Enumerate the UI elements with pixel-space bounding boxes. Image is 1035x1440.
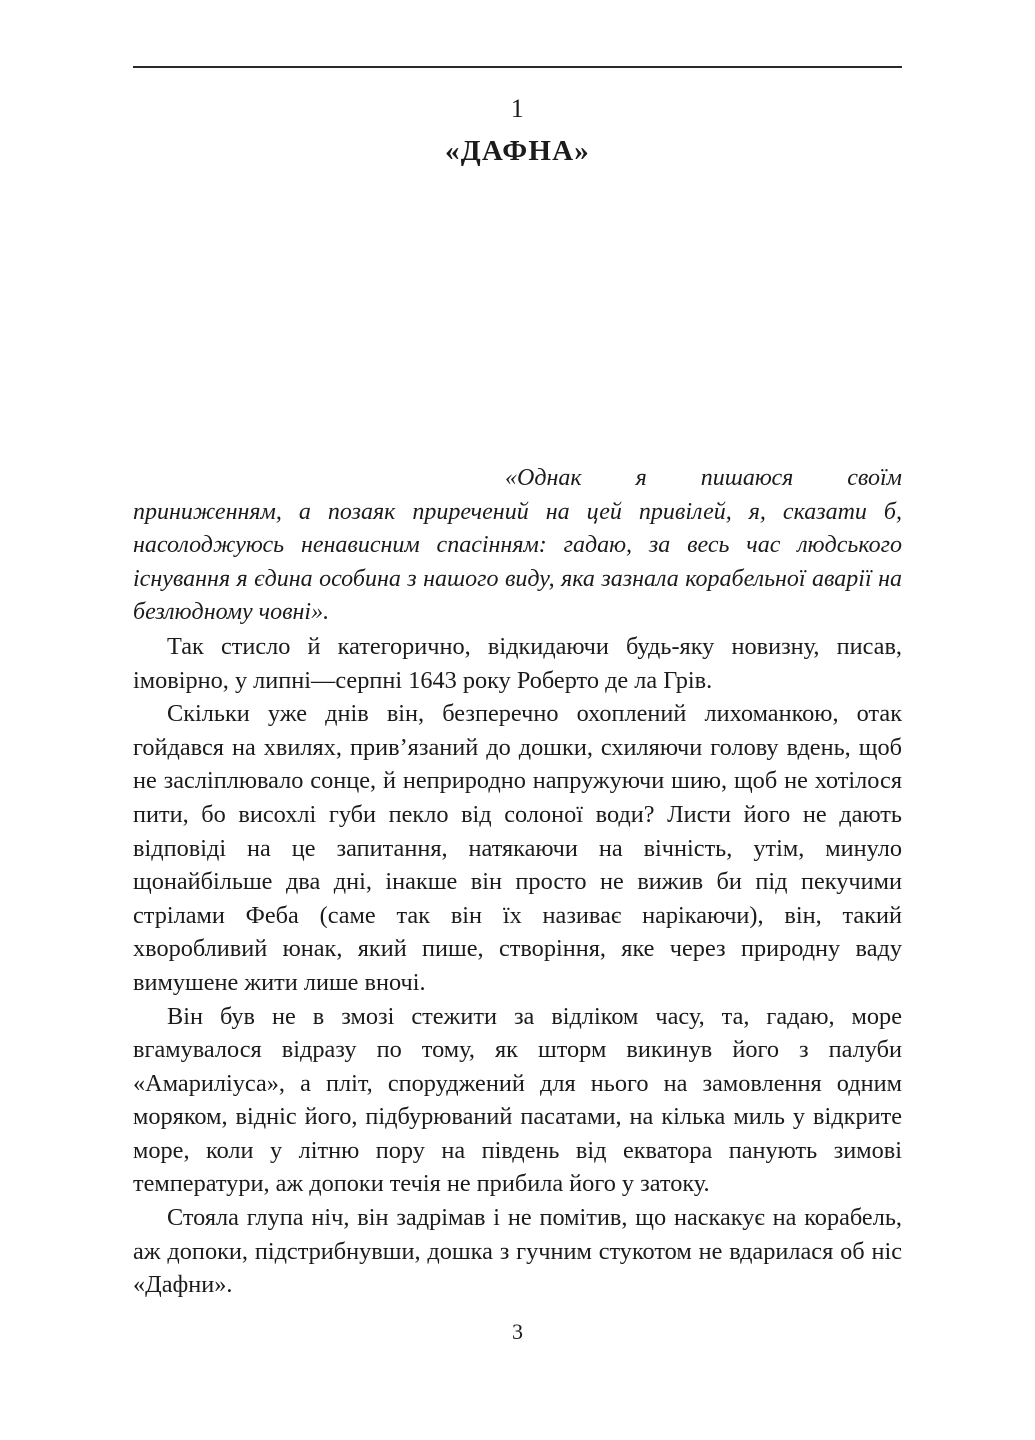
chapter-heading [0,92,1035,170]
header-rule [133,66,902,68]
epigraph-paragraph: «Однак я пишаюся своїм приниженням, а позаяк приречений на цей привілей, я, сказати б, насолоджуюсь ненависним спасінням: гадаю, за весь час людського існування я єдина особина з нашого виду, яка зазнала корабельної аварії на безлюдному човні». [133,465,902,626]
chapter-number: 1 [510,94,525,123]
body-paragraph-1: Так стисло й категорично, відкидаючи будь-яку новизну, писав, імовірно, у липні—серпні 1643 року Роберто де ла Грів. [133,632,902,694]
body-paragraph-2: Скільки уже днів він, безперечно охоплений лихоманкою, отак гойдався на хвилях, прив’язаний до дошки, схиляючи голову вдень, щоб не засліплювало сонце, й неприродно напружуючи шию, щоб не хотілося пити, бо висохлі губи пекло від солоної води? Листи його не дають відповіді на це запитання, натякаючи на вічність, утім, минуло щонайбільше два дні, інакше він просто не вижив би під пекучими стрілами Феба (саме так він їх називає нарікаючи), він, такий хворобливий юнак, який пише, створіння, яке через природну ваду вимушене жити лише вночі. [133,700,902,996]
page-number: 3 [512,1319,523,1344]
body-paragraph-3: Він був не в змозі стежити за відліком часу, та, гадаю, море вгамувалося відразу по тому, як шторм викинув його з палуби «Амариліуса», а пліт, споруджений для нього на замовлення одним моряком, відніс його, підбурюваний пасатами, на кілька миль у відкрите море, коли у літню пору на південь від екватора панують зимові температури, аж допоки течія не прибила його у затоку. [133,1002,902,1198]
chapter-title: «ДАФНА» [445,135,590,167]
body-paragraph-4: Стояла глупа ніч, він задрімав і не помітив, що наскакує на корабель, аж допоки, підстрибнувши, дошка з гучним стукотом не вдарилася об ніс «Дафни». [133,1204,902,1299]
body-text-column [133,462,902,1302]
